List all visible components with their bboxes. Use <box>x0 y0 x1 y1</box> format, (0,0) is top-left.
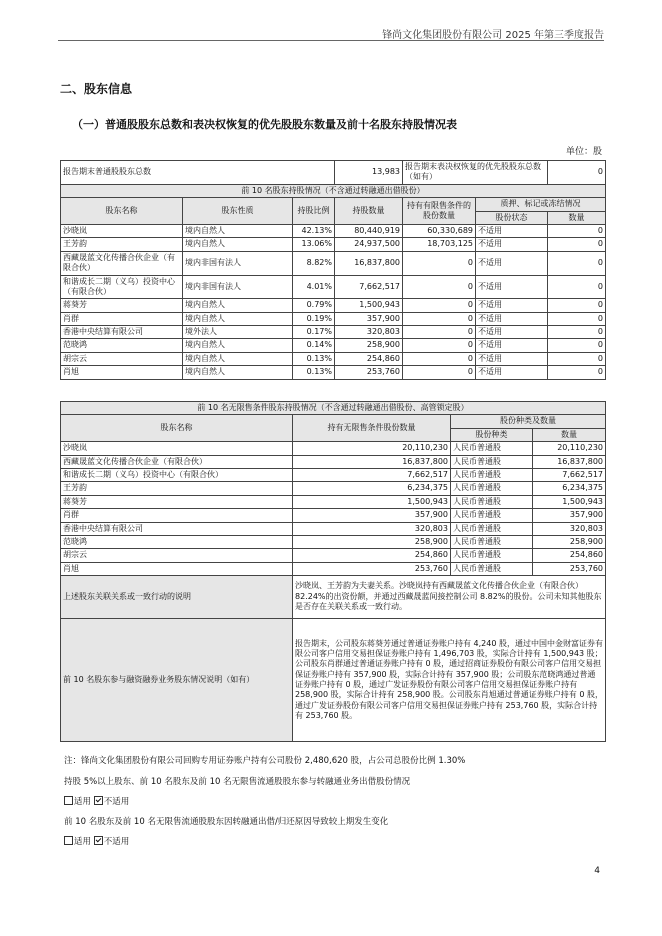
table-row <box>61 468 606 481</box>
cell-status: 不适用 <box>476 352 548 365</box>
cell-restricted: 18,703,125 <box>403 238 476 251</box>
header-u-name: 股东名称 <box>61 415 293 442</box>
cell-shares: 258,900 <box>335 339 403 352</box>
header-nature: 股东性质 <box>183 198 293 225</box>
cell-shares: 24,937,500 <box>335 238 403 251</box>
table-row <box>61 352 606 365</box>
option-not-applicable: 不适用 <box>103 837 130 847</box>
common-holders-value: 13,983 <box>335 161 403 185</box>
cell-nature: 境内自然人 <box>183 299 293 312</box>
option-applicable: 适用 <box>74 837 92 847</box>
cell-restricted: 0 <box>403 339 476 352</box>
margin-label: 前 10 名股东参与融资融券业务股东情况说明（如有） <box>61 619 293 742</box>
cell-status: 不适用 <box>476 299 548 312</box>
cell-name: 肖旭 <box>61 366 183 379</box>
cell-qty: 0 <box>548 238 606 251</box>
table-row <box>61 562 606 575</box>
unit-label: 单位：股 <box>565 147 602 157</box>
lending-options <box>64 795 129 807</box>
cell-name: 西藏晟蓝文化传播合伙企业（有限合伙） <box>61 455 293 468</box>
cell-type_qty: 20,110,230 <box>533 442 606 455</box>
cell-name: 范晓鸿 <box>61 535 293 548</box>
header-u-type-group: 股份种类及数量 <box>451 415 606 428</box>
cell-shares: 320,803 <box>335 326 403 339</box>
cell-qty: 357,900 <box>293 509 451 522</box>
cell-status: 不适用 <box>476 326 548 339</box>
cell-status: 不适用 <box>476 224 548 237</box>
option-not-applicable: 不适用 <box>103 797 130 807</box>
cell-nature: 境内自然人 <box>183 339 293 352</box>
table-row <box>61 238 606 251</box>
cell-name: 和谐成长二期（义乌）投资中心（有限合伙） <box>61 468 293 481</box>
cell-qty: 1,500,943 <box>293 495 451 508</box>
table-row <box>61 326 606 339</box>
margin-text: 报告期末，公司股东蒋葵芳通过普通证券账户持有 4,240 股，通过中国中金财富证券有限公司客户信用交易担保证券账户持有 1,496,703 股，实际合计持有 1,500,943 股；公司股东肖群通过普通证券账户持有 0 股，通过招商证券股份有限公司客户信用交易担保证券账户持有 357,900 股，实际合计持有 357,900 股；公司股东范晓鸿通过普通证券账户持有 0 股，通过广发证券股份有限公司客户信用交易担保证券账户持有 258,900 股，实际合计持有 258,900 股。公司股东肖旭通过普通证券账户持有 0 股，通过广发证券股份有限公司客户信用交易担保证券账户持有 253,760 股，实际合计持有 253,760 股。 <box>293 619 606 742</box>
table-row <box>61 455 606 468</box>
unrestricted-shareholders-table <box>60 401 606 742</box>
subsection-title: （一）普通股股东总数和表决权恢复的优先股股东数量及前十名股东持股情况表 <box>72 118 457 131</box>
cell-qty: 258,900 <box>293 535 451 548</box>
cell-restricted: 0 <box>403 366 476 379</box>
checkbox-checked-icon[interactable] <box>94 796 103 805</box>
table-row <box>61 509 606 522</box>
cell-restricted: 0 <box>403 299 476 312</box>
header-u-type-qty: 数量 <box>533 428 606 441</box>
table-row <box>61 224 606 237</box>
cell-restricted: 0 <box>403 275 476 299</box>
cell-ratio: 42.13% <box>293 224 335 237</box>
table-row <box>61 312 606 325</box>
cell-status: 不适用 <box>476 312 548 325</box>
summary-row <box>61 161 606 185</box>
cell-type_qty: 16,837,800 <box>533 455 606 468</box>
header-pledge-qty: 数量 <box>548 211 606 224</box>
header-pledge-group: 质押、标记或冻结情况 <box>476 198 606 211</box>
cell-qty: 0 <box>548 352 606 365</box>
checkbox-unchecked-icon[interactable] <box>64 836 73 845</box>
cell-name: 和谐成长二期（义乌）投资中心（有限合伙） <box>61 275 183 299</box>
cell-name: 蒋葵芳 <box>61 299 183 312</box>
table-row <box>61 535 606 548</box>
cell-qty: 320,803 <box>293 522 451 535</box>
cell-shares: 254,860 <box>335 352 403 365</box>
cell-ratio: 4.01% <box>293 275 335 299</box>
preferred-holders-label: 报告期末表决权恢复的优先股股东总数（如有） <box>403 161 548 185</box>
cell-type_qty: 1,500,943 <box>533 495 606 508</box>
cell-ratio: 0.13% <box>293 352 335 365</box>
cell-name: 肖旭 <box>61 562 293 575</box>
header-ratio: 持股比例 <box>293 198 335 225</box>
section-title: 二、股东信息 <box>60 82 133 96</box>
table-row <box>61 482 606 495</box>
cell-restricted: 0 <box>403 352 476 365</box>
header-u-qty: 持有无限售条件股份数量 <box>293 415 451 442</box>
cell-qty: 6,234,375 <box>293 482 451 495</box>
cell-type: 人民币普通股 <box>451 482 533 495</box>
cell-type_qty: 254,860 <box>533 549 606 562</box>
cell-shares: 16,837,800 <box>335 251 403 275</box>
cell-qty: 0 <box>548 251 606 275</box>
cell-nature: 境内自然人 <box>183 224 293 237</box>
page-number: 4 <box>594 866 600 876</box>
cell-qty: 16,837,800 <box>293 455 451 468</box>
cell-name: 香港中央结算有限公司 <box>61 522 293 535</box>
cell-restricted: 0 <box>403 326 476 339</box>
cell-type_qty: 258,900 <box>533 535 606 548</box>
cell-name: 蒋葵芳 <box>61 495 293 508</box>
table-row <box>61 495 606 508</box>
checkbox-checked-icon[interactable] <box>94 836 103 845</box>
cell-name: 沙晓岚 <box>61 224 183 237</box>
cell-type_qty: 253,760 <box>533 562 606 575</box>
cell-shares: 357,900 <box>335 312 403 325</box>
cell-qty: 253,760 <box>293 562 451 575</box>
unrestricted-title: 前 10 名无限售条件股东持股情况（不含通过转融通出借股份、高管锁定股） <box>61 402 606 415</box>
cell-type_qty: 320,803 <box>533 522 606 535</box>
cell-type: 人民币普通股 <box>451 495 533 508</box>
cell-nature: 境内非国有法人 <box>183 251 293 275</box>
cell-status: 不适用 <box>476 275 548 299</box>
cell-nature: 境外法人 <box>183 326 293 339</box>
cell-nature: 境内自然人 <box>183 312 293 325</box>
cell-nature: 境内自然人 <box>183 366 293 379</box>
change-options <box>64 835 129 847</box>
cell-qty: 7,662,517 <box>293 468 451 481</box>
top10-title: 前 10 名股东持股情况（不含通过转融通出借股份） <box>61 184 606 197</box>
cell-shares: 80,440,919 <box>335 224 403 237</box>
header-restricted: 持有有限售条件的股份数量 <box>403 198 476 225</box>
cell-name: 王芳韵 <box>61 238 183 251</box>
cell-ratio: 0.17% <box>293 326 335 339</box>
lending-question: 持股 5%以上股东、前 10 名股东及前 10 名无限售流通股股东参与转融通业务出借股份情况 <box>64 777 411 787</box>
cell-restricted: 60,330,689 <box>403 224 476 237</box>
cell-shares: 253,760 <box>335 366 403 379</box>
checkbox-unchecked-icon[interactable] <box>64 796 73 805</box>
cell-qty: 0 <box>548 275 606 299</box>
cell-ratio: 13.06% <box>293 238 335 251</box>
cell-type_qty: 7,662,517 <box>533 468 606 481</box>
table-row <box>61 522 606 535</box>
cell-ratio: 0.19% <box>293 312 335 325</box>
cell-restricted: 0 <box>403 312 476 325</box>
cell-status: 不适用 <box>476 251 548 275</box>
cell-status: 不适用 <box>476 238 548 251</box>
cell-qty: 0 <box>548 312 606 325</box>
relation-text: 沙晓岚、王芳韵为夫妻关系。沙晓岚持有西藏晟蓝文化传播合伙企业（有限合伙）82.24%的出资份额，并通过西藏晟蓝间接控制公司 8.82%的股份。公司未知其他股东是否存在关联关系或一致行动。 <box>293 576 606 619</box>
cell-shares: 7,662,517 <box>335 275 403 299</box>
cell-type: 人民币普通股 <box>451 455 533 468</box>
cell-qty: 0 <box>548 339 606 352</box>
table-row <box>61 339 606 352</box>
cell-nature: 境内自然人 <box>183 352 293 365</box>
cell-name: 胡宗云 <box>61 352 183 365</box>
cell-type: 人民币普通股 <box>451 535 533 548</box>
preferred-holders-value: 0 <box>548 161 606 185</box>
cell-type: 人民币普通股 <box>451 509 533 522</box>
cell-type_qty: 6,234,375 <box>533 482 606 495</box>
cell-restricted: 0 <box>403 251 476 275</box>
report-header-title: 锋尚文化集团股份有限公司 2025 年第三季度报告 <box>382 30 604 41</box>
cell-name: 王芳韵 <box>61 482 293 495</box>
table-row <box>61 251 606 275</box>
option-applicable: 适用 <box>74 797 92 807</box>
header-name: 股东名称 <box>61 198 183 225</box>
cell-name: 西藏晟蓝文化传播合伙企业（有限合伙） <box>61 251 183 275</box>
cell-qty: 0 <box>548 366 606 379</box>
cell-qty: 0 <box>548 224 606 237</box>
cell-type: 人民币普通股 <box>451 468 533 481</box>
cell-name: 范晓鸿 <box>61 339 183 352</box>
cell-qty: 0 <box>548 299 606 312</box>
cell-nature: 境内自然人 <box>183 238 293 251</box>
cell-type_qty: 357,900 <box>533 509 606 522</box>
cell-name: 肖群 <box>61 509 293 522</box>
cell-qty: 0 <box>548 326 606 339</box>
table-row <box>61 442 606 455</box>
cell-ratio: 0.14% <box>293 339 335 352</box>
cell-name: 肖群 <box>61 312 183 325</box>
header-pledge-status: 股份状态 <box>476 211 548 224</box>
header-u-type: 股份种类 <box>451 428 533 441</box>
table-row <box>61 366 606 379</box>
cell-type: 人民币普通股 <box>451 562 533 575</box>
cell-ratio: 0.13% <box>293 366 335 379</box>
cell-status: 不适用 <box>476 366 548 379</box>
cell-shares: 1,500,943 <box>335 299 403 312</box>
cell-name: 胡宗云 <box>61 549 293 562</box>
repurchase-note: 注：锋尚文化集团股份有限公司回购专用证券账户持有公司股份 2,480,620 股，占公司总股份比例 1.30% <box>64 756 466 766</box>
cell-ratio: 0.79% <box>293 299 335 312</box>
common-holders-label: 报告期末普通股股东总数 <box>61 161 335 185</box>
cell-status: 不适用 <box>476 339 548 352</box>
cell-type: 人民币普通股 <box>451 442 533 455</box>
cell-qty: 254,860 <box>293 549 451 562</box>
cell-name: 沙晓岚 <box>61 442 293 455</box>
cell-type: 人民币普通股 <box>451 522 533 535</box>
cell-name: 香港中央结算有限公司 <box>61 326 183 339</box>
header-divider <box>58 40 604 41</box>
cell-qty: 20,110,230 <box>293 442 451 455</box>
cell-ratio: 8.82% <box>293 251 335 275</box>
table-row <box>61 549 606 562</box>
change-question: 前 10 名股东及前 10 名无限售流通股股东因转融通出借/归还原因导致较上期发生变化 <box>64 817 389 827</box>
table-row <box>61 299 606 312</box>
cell-nature: 境内非国有法人 <box>183 275 293 299</box>
relation-label: 上述股东关联关系或一致行动的说明 <box>61 576 293 619</box>
table-row <box>61 275 606 299</box>
header-shares: 持股数量 <box>335 198 403 225</box>
top10-shareholders-table <box>60 160 606 380</box>
cell-type: 人民币普通股 <box>451 549 533 562</box>
